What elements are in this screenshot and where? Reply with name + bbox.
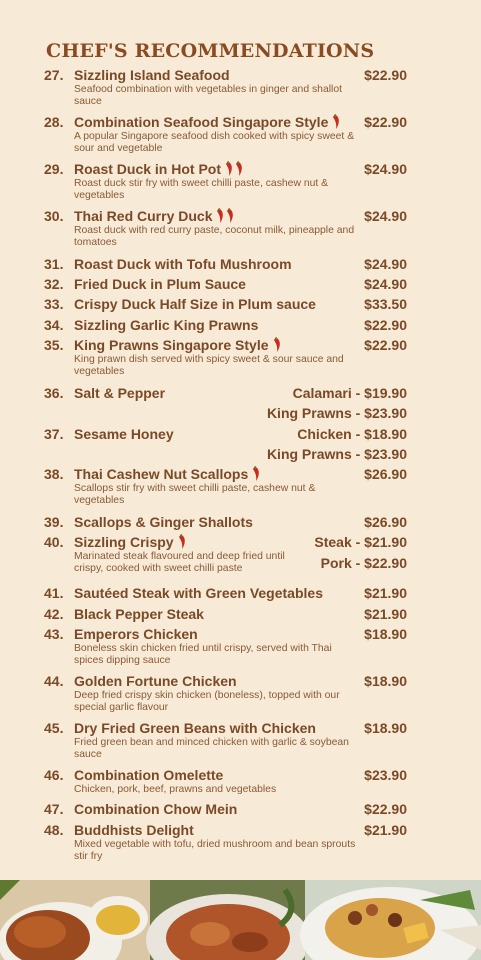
item-number: 31. [44, 256, 64, 272]
item-price: $22.90 [364, 67, 407, 83]
item-price: Calamari - $19.90 [292, 385, 407, 401]
item-description: Mixed vegetable with tofu, dried mushroom and bean sprouts stir fry [74, 839, 356, 862]
item-price: Steak - $21.90 [314, 534, 407, 550]
curry-dish-photo [146, 880, 310, 960]
item-number: 40. [44, 534, 64, 550]
item-price: King Prawns - $23.90 [266, 405, 407, 421]
item-price: $21.90 [364, 606, 407, 622]
item-name: Fried Duck in Plum Sauce [74, 276, 246, 292]
item-price: $23.90 [364, 767, 407, 783]
item-name: Combination Chow Mein [74, 801, 238, 817]
item-name: Crispy Duck Half Size in Plum sauce [74, 296, 316, 312]
item-description: A popular Singapore seafood dish cooked with spicy sweet & sour and vegetable [74, 131, 355, 154]
chili-pepper-icon [235, 161, 244, 176]
item-description: Boneless skin chicken fried until crispy, served with Thai spices dipping sauce [74, 643, 332, 666]
item-number: 28. [44, 114, 64, 130]
item-number: 39. [44, 514, 64, 530]
item-description: Seafood combination with vegetables in ginger and shallot sauce [74, 84, 343, 107]
roast-duck-photo [0, 880, 150, 960]
chili-pepper-icon [216, 208, 225, 223]
item-number: 30. [44, 208, 64, 224]
item-name: Golden Fortune Chicken [74, 673, 237, 689]
item-name: Emperors Chicken [74, 626, 198, 642]
item-price: $18.90 [364, 720, 407, 736]
item-number: 35. [44, 337, 64, 353]
chili-pepper-icon [332, 114, 341, 129]
item-number: 41. [44, 585, 64, 601]
item-name: Sesame Honey [74, 426, 174, 442]
item-price: $24.90 [364, 256, 407, 272]
item-price: $22.90 [364, 114, 407, 130]
item-description: Chicken, pork, beef, prawns and vegetables [74, 784, 277, 795]
item-name: Scallops & Ginger Shallots [74, 514, 253, 530]
section-heading: CHEF'S RECOMMENDATIONS [46, 40, 375, 62]
item-name: Buddhists Delight [74, 822, 194, 838]
item-price: $22.90 [364, 317, 407, 333]
chili-pepper-icon [273, 337, 282, 352]
chili-pepper-icon [225, 161, 234, 176]
cashew-stirfry-photo [300, 880, 481, 960]
item-number: 32. [44, 276, 64, 292]
item-number: 45. [44, 720, 64, 736]
item-name: Sizzling Crispy [74, 534, 187, 550]
item-number: 42. [44, 606, 64, 622]
item-name: Roast Duck in Hot Pot [74, 161, 244, 177]
item-description: Roast duck with red curry paste, coconut milk, pineapple and tomatoes [74, 225, 355, 248]
item-number: 37. [44, 426, 64, 442]
item-price: $18.90 [364, 673, 407, 689]
item-number: 43. [44, 626, 64, 642]
item-number: 47. [44, 801, 64, 817]
item-number: 27. [44, 67, 64, 83]
food-photos [0, 880, 481, 960]
item-price: $18.90 [364, 626, 407, 642]
item-name: Thai Red Curry Duck [74, 208, 235, 224]
item-name: Black Pepper Steak [74, 606, 204, 622]
chili-pepper-icon [178, 534, 187, 549]
item-description: King prawn dish served with spicy sweet & sour sauce and vegetables [74, 354, 344, 377]
item-name: Roast Duck with Tofu Mushroom [74, 256, 292, 272]
item-number: 34. [44, 317, 64, 333]
chili-pepper-icon [226, 208, 235, 223]
item-price: $22.90 [364, 801, 407, 817]
item-price: $26.90 [364, 466, 407, 482]
item-price: $22.90 [364, 337, 407, 353]
item-number: 38. [44, 466, 64, 482]
item-description: Roast duck stir fry with sweet chilli paste, cashew nut & vegetables [74, 178, 329, 201]
item-name: King Prawns Singapore Style [74, 337, 282, 353]
item-description: Fried green bean and minced chicken with garlic & soybean sauce [74, 737, 349, 760]
item-description: Scallops stir fry with sweet chilli paste, cashew nut & vegetables [74, 483, 316, 506]
item-number: 46. [44, 767, 64, 783]
item-price: $24.90 [364, 208, 407, 224]
item-name: Thai Cashew Nut Scallops [74, 466, 261, 482]
item-description: Deep fried crispy skin chicken (boneless), topped with our special garlic flavour [74, 690, 340, 713]
item-price: $26.90 [364, 514, 407, 530]
item-name: Sizzling Garlic King Prawns [74, 317, 259, 333]
item-price: $24.90 [364, 276, 407, 292]
item-price: Chicken - $18.90 [297, 426, 407, 442]
item-number: 33. [44, 296, 64, 312]
item-number: 44. [44, 673, 64, 689]
item-name: Combination Seafood Singapore Style [74, 114, 341, 130]
chili-pepper-icon [252, 466, 261, 481]
item-name: Salt & Pepper [74, 385, 166, 401]
item-price: $21.90 [364, 822, 407, 838]
item-name: Dry Fried Green Beans with Chicken [74, 720, 316, 736]
item-name: Combination Omelette [74, 767, 224, 783]
item-price: King Prawns - $23.90 [266, 446, 407, 462]
item-price: $21.90 [364, 585, 407, 601]
item-number: 29. [44, 161, 64, 177]
item-number: 48. [44, 822, 64, 838]
item-name: Sautéed Steak with Green Vegetables [74, 585, 323, 601]
item-price: $33.50 [364, 296, 407, 312]
food-photo-strip [0, 880, 481, 960]
item-description: Marinated steak flavoured and deep fried until crispy, cooked with sweet chilli paste [74, 551, 285, 574]
item-name: Sizzling Island Seafood [74, 67, 230, 83]
item-number: 36. [44, 385, 64, 401]
item-price: Pork - $22.90 [320, 555, 407, 571]
item-price: $24.90 [364, 161, 407, 177]
